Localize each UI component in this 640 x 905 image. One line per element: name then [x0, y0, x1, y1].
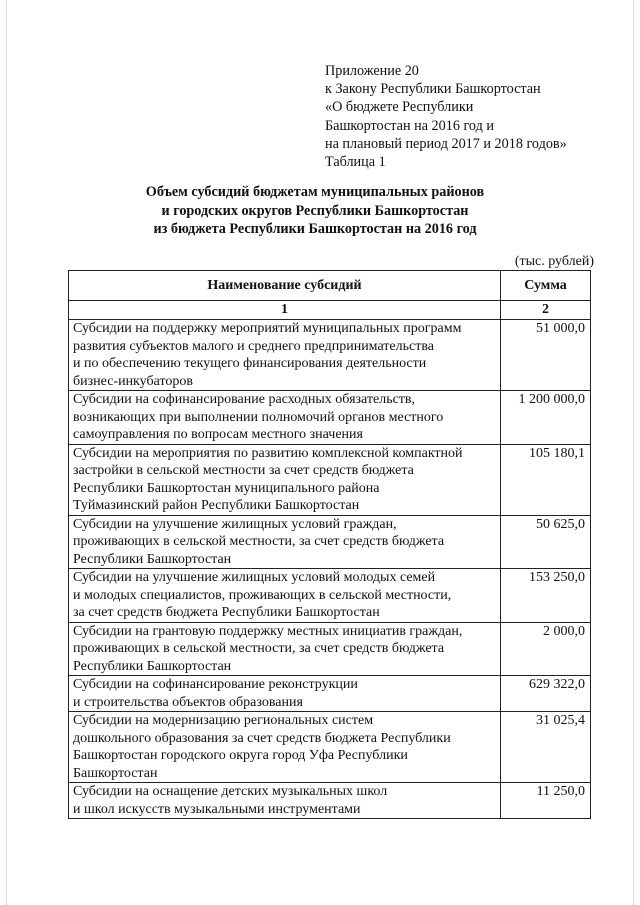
subsidy-name-line: развития субъектов малого и среднего предпринимательства — [73, 338, 434, 354]
subsidy-name-line: Башкортостан городского округа город Уфа Республики — [73, 748, 408, 763]
subsidies-table — [68, 270, 591, 819]
title-line: Объем субсидий бюджетам муниципальных районов — [145, 184, 485, 200]
subsidy-name-line: и молодых специалистов, проживающих в сельской местности, — [73, 587, 452, 603]
subsidy-sum-cell: 153 250,0 — [501, 569, 591, 623]
subsidy-sum-cell: 105 180,1 — [501, 444, 591, 515]
subsidy-name-line: Республики Башкортостан — [73, 551, 232, 567]
appendix-line: Приложение 20 — [325, 63, 419, 79]
subsidy-name-line: Субсидии на поддержку мероприятий муниципальных программ — [73, 321, 462, 336]
subsidy-name-cell — [69, 676, 501, 712]
subsidy-sum-cell: 51 000,0 — [501, 320, 591, 391]
subsidy-name-line: застройки в сельской местности за счет средств бюджета — [73, 463, 414, 478]
subsidy-name-line: самоуправления по вопросам местного значения — [73, 427, 363, 442]
subsidy-name-line: Субсидии на оснащение детских музыкальных школ — [73, 784, 388, 799]
table-row — [69, 515, 591, 569]
table-row — [69, 712, 591, 783]
appendix-line: «О бюджете Республики — [325, 99, 474, 116]
subsidy-name-line: Субсидии на мероприятия по развитию комплексной компактной — [73, 445, 463, 461]
table-row — [69, 569, 591, 623]
right-scan-edge — [633, 0, 635, 905]
subsidy-sum-cell: 1 200 000,0 — [501, 391, 591, 445]
column-number: 1 — [69, 301, 501, 320]
column-number: 2 — [501, 301, 591, 320]
subsidy-name-cell — [69, 515, 501, 569]
table-row — [69, 622, 591, 676]
subsidy-sum-cell: 11 250,0 — [501, 783, 591, 819]
table-row — [69, 676, 591, 712]
subsidy-name-cell — [69, 444, 501, 515]
subsidy-sum-cell: 31 025,4 — [501, 712, 591, 783]
appendix-line: Таблица 1 — [325, 154, 386, 171]
subsidy-name-line: и по обеспечению текущего финансирования деятельности — [73, 356, 427, 371]
subsidy-name-line: проживающих в сельской местности, за счет средств бюджета — [73, 534, 445, 549]
subsidy-name-line: Субсидии на софинансирование реконструкции — [73, 677, 358, 692]
title-line: и городских округов Республики Башкортостан — [161, 202, 469, 219]
subsidy-name-line: и школ искусств музыкальными инструментами — [73, 801, 361, 817]
appendix-line: к Закону Республики Башкортостан — [325, 81, 541, 98]
subsidy-name-line: Башкортостан — [73, 765, 158, 781]
subsidy-name-line: Республики Башкортостан муниципального района — [73, 480, 380, 496]
header-sum: Сумма — [501, 271, 591, 301]
subsidy-name-line: Туймазинский район Республики Башкортостан — [73, 498, 360, 513]
subsidy-name-cell — [69, 712, 501, 783]
subsidy-name-line: возникающих при выполнении полномочий органов местного — [73, 409, 444, 425]
subsidy-name-line: Субсидии на улучшение жилищных условий молодых семей — [73, 570, 436, 585]
table-row — [69, 320, 591, 391]
appendix-line: Башкортостан на 2016 год и — [325, 117, 494, 134]
appendix-line: на плановый период 2017 и 2018 годов» — [325, 135, 567, 152]
subsidy-name-cell — [69, 391, 501, 445]
subsidy-name-line: проживающих в сельской местности, за счет средств бюджета — [73, 641, 445, 656]
appendix-header — [325, 62, 567, 171]
left-scan-edge — [6, 0, 8, 905]
subsidy-name-line: дошкольного образования за счет средств бюджета Республики — [73, 730, 451, 746]
subsidy-name-cell — [69, 622, 501, 676]
subsidy-sum-cell: 50 625,0 — [501, 515, 591, 569]
subsidy-sum-cell: 2 000,0 — [501, 622, 591, 676]
document-title — [60, 183, 570, 239]
table-row — [69, 444, 591, 515]
subsidy-name-line: Субсидии на улучшение жилищных условий граждан, — [73, 516, 397, 532]
subsidy-name-line: Субсидии на грантовую поддержку местных инициатив граждан, — [73, 623, 463, 639]
table-row — [69, 783, 591, 819]
subsidy-name-line: и строительства объектов образования — [73, 694, 303, 710]
subsidy-name-line: Республики Башкортостан — [73, 658, 232, 674]
subsidy-name-cell — [69, 320, 501, 391]
subsidy-name-line: бизнес-инкубаторов — [73, 373, 193, 389]
title-line: из бюджета Республики Башкортостан на 2016 год — [153, 221, 477, 237]
table-header-row — [69, 271, 591, 301]
table-row — [69, 391, 591, 445]
subsidy-name-line: Субсидии на софинансирование расходных обязательств, — [73, 392, 416, 407]
subsidy-name-cell — [69, 569, 501, 623]
column-number-row — [69, 301, 591, 320]
subsidy-name-cell — [69, 783, 501, 819]
subsidy-sum-cell: 629 322,0 — [501, 676, 591, 712]
header-name: Наименование субсидий — [69, 271, 501, 301]
subsidy-name-line: за счет средств бюджета Республики Башкортостан — [73, 605, 380, 620]
unit-label: (тыс. рублей) — [514, 254, 594, 269]
subsidy-name-line: Субсидии на модернизацию региональных систем — [73, 713, 374, 728]
